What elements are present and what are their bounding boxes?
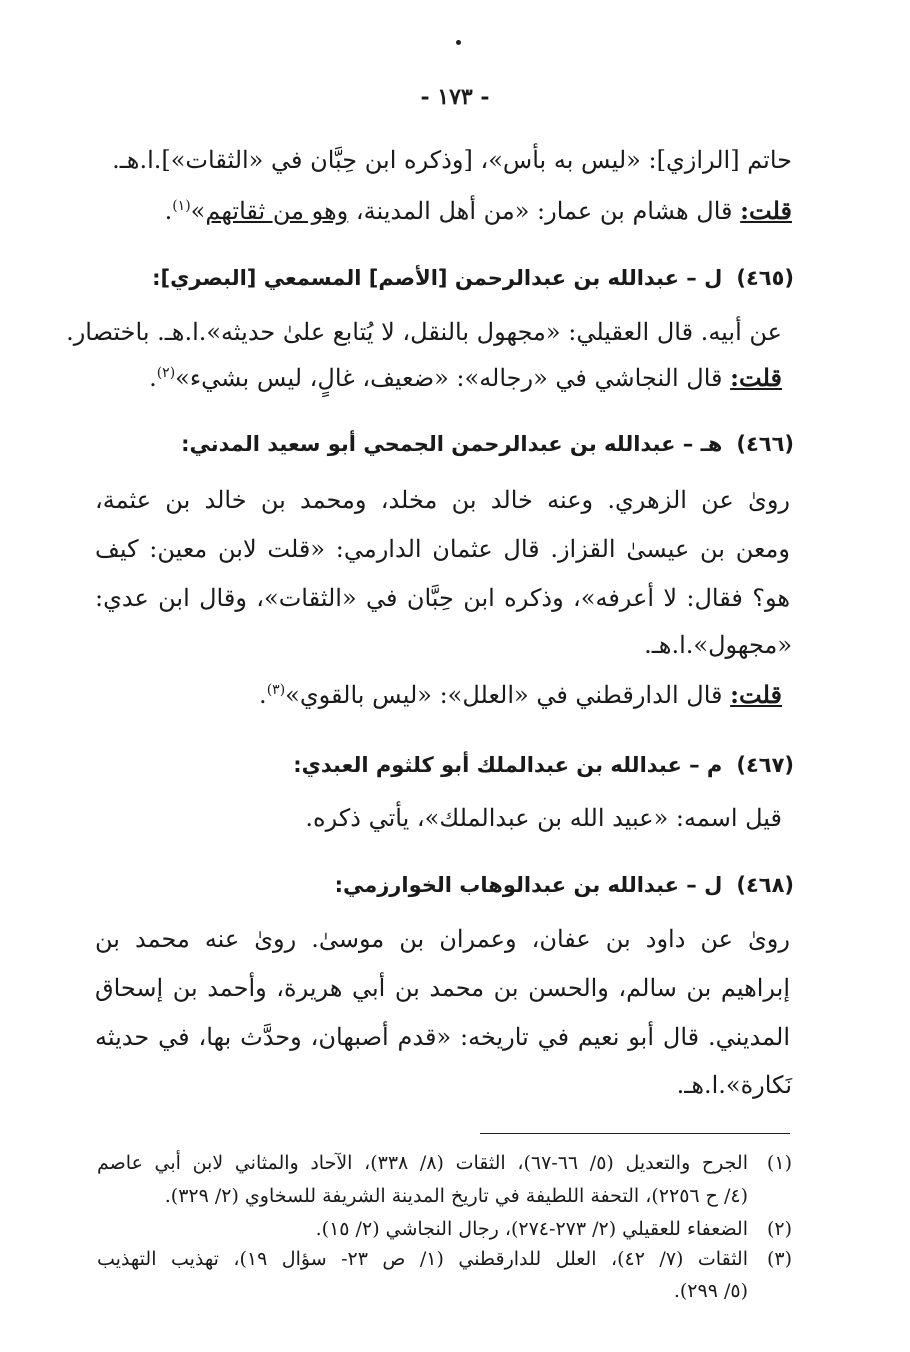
entry-466-line-5 bbox=[259, 680, 782, 709]
footnote-3-line-2: (٥/ ٢٩٩). bbox=[673, 1280, 748, 1302]
entry-464-end: . bbox=[164, 197, 173, 225]
footnote-ref-1: (١) bbox=[172, 198, 191, 214]
footnote-3-line-1 bbox=[97, 1248, 792, 1270]
entry-464-line-1: حاتم [الرازي]: «ليس به بأس»، [وذكره ابن حِبَّان في «الثقات»].ا.هـ. bbox=[112, 146, 792, 174]
entry-number: (٤٦٥) bbox=[736, 266, 794, 290]
qult-label: قلت: bbox=[730, 363, 782, 392]
page-number: - ١٧٣ - bbox=[420, 84, 490, 110]
entry-465-line-2 bbox=[149, 363, 782, 392]
entry-466-end: . bbox=[259, 681, 267, 709]
footnote-2-line-1 bbox=[316, 1218, 792, 1240]
entry-title: م – عبدالله بن عبدالملك أبو كلثوم العبدي: bbox=[293, 753, 723, 777]
entry-466-line-3: هو؟ فقال: لا أعرفه»، وذكره ابن حِبَّان في «الثقات»، وقال ابن عدي: bbox=[95, 584, 790, 612]
qult-label: قلت: bbox=[730, 680, 782, 709]
footnote-text: الجرح والتعديل (٥/ ٦٦-٦٧)، الثقات (٨/ ٣٣٨)، الآحاد والمثاني لابن أبي عاصم bbox=[97, 1152, 748, 1174]
entry-468-line-4: نَكارة».ا.هـ. bbox=[676, 1071, 792, 1099]
entry-466-text: قال الدارقطني في «العلل»: «ليس بالقوي» bbox=[285, 681, 731, 709]
footnote-text: الضعفاء للعقيلي (٢/ ٢٧٣-٢٧٤)، رجال النجاشي (٢/ ١٥). bbox=[315, 1218, 748, 1240]
entry-466-line-2: ومعن بن عيسىٰ القزاز. قال عثمان الدارمي: «قلت لابن معين: كيف bbox=[95, 535, 790, 563]
entry-466-heading bbox=[181, 432, 794, 456]
entry-title: هـ – عبدالله بن عبدالرحمن الجمحي أبو سعيد المدني: bbox=[181, 432, 723, 456]
footnote-number: (٢) bbox=[766, 1218, 792, 1240]
entry-464-underlined-text: وهو من ثقاتهم bbox=[205, 197, 349, 225]
entry-465-end: . bbox=[149, 364, 157, 392]
entry-464-text-b: » bbox=[190, 197, 206, 225]
entry-number: (٤٦٦) bbox=[736, 432, 794, 456]
footnote-number: (٣) bbox=[766, 1248, 792, 1270]
entry-title: ل – عبدالله بن عبدالرحمن [الأصم] المسمعي [البصري]: bbox=[152, 266, 723, 290]
entry-466-line-4: «مجهول».ا.هـ. bbox=[644, 631, 792, 659]
entry-465-text: قال النجاشي في «رجاله»: «ضعيف، غالٍ، ليس بشيء» bbox=[175, 364, 731, 392]
entry-number: (٤٦٧) bbox=[736, 753, 794, 777]
entry-466-line-1: روىٰ عن الزهري. وعنه خالد بن مخلد، ومحمد بن خالد بن عثمة، bbox=[95, 486, 790, 514]
entry-464-text-a: قال هشام بن عمار: «من أهل المدينة، bbox=[348, 197, 741, 225]
footnote-ref-2: (٢) bbox=[156, 365, 176, 381]
footnote-number: (١) bbox=[766, 1152, 792, 1174]
entry-468-line-1: روىٰ عن داود بن عفان، وعمران بن موسىٰ. روىٰ عنه محمد بن bbox=[95, 925, 790, 953]
entry-467-line-1: قيل اسمه: «عبيد الله بن عبدالملك»، يأتي ذكره. bbox=[305, 804, 782, 832]
page-mark-dot bbox=[456, 40, 461, 45]
footnote-ref-3: (٣) bbox=[266, 682, 286, 698]
entry-464-line-2 bbox=[165, 196, 792, 225]
qult-label: قلت: bbox=[740, 196, 792, 225]
entry-465-line-1: عن أبيه. قال العقيلي: «مجهول بالنقل، لا يُتابع علىٰ حديثه».ا.هـ. باختصار. bbox=[66, 318, 782, 346]
entry-467-heading bbox=[293, 753, 794, 777]
entry-468-line-3: المديني. قال أبو نعيم في تاريخه: «قدم أصبهان، وحدَّث بها، في حديثه bbox=[95, 1023, 790, 1051]
footnote-text: الثقات (٧/ ٤٢)، العلل للدارقطني (١/ ص ٢٣- سؤال ١٩)، تهذيب التهذيب bbox=[97, 1248, 748, 1270]
entry-468-heading bbox=[335, 873, 794, 897]
footnote-1-line-1 bbox=[97, 1152, 792, 1174]
footnote-separator bbox=[480, 1133, 790, 1134]
footnote-1-line-2: (٤/ ح ٢٢٥٦)، التحفة اللطيفة في تاريخ المدينة الشريفة للسخاوي (٢/ ٣٢٩). bbox=[164, 1185, 748, 1207]
entry-468-line-2: إبراهيم بن سالم، والحسن بن محمد بن أبي هريرة، وأحمد بن إسحاق bbox=[95, 974, 790, 1002]
entry-465-heading bbox=[152, 266, 794, 290]
entry-number: (٤٦٨) bbox=[736, 873, 794, 897]
entry-title: ل – عبدالله بن عبدالوهاب الخوارزمي: bbox=[334, 873, 723, 897]
